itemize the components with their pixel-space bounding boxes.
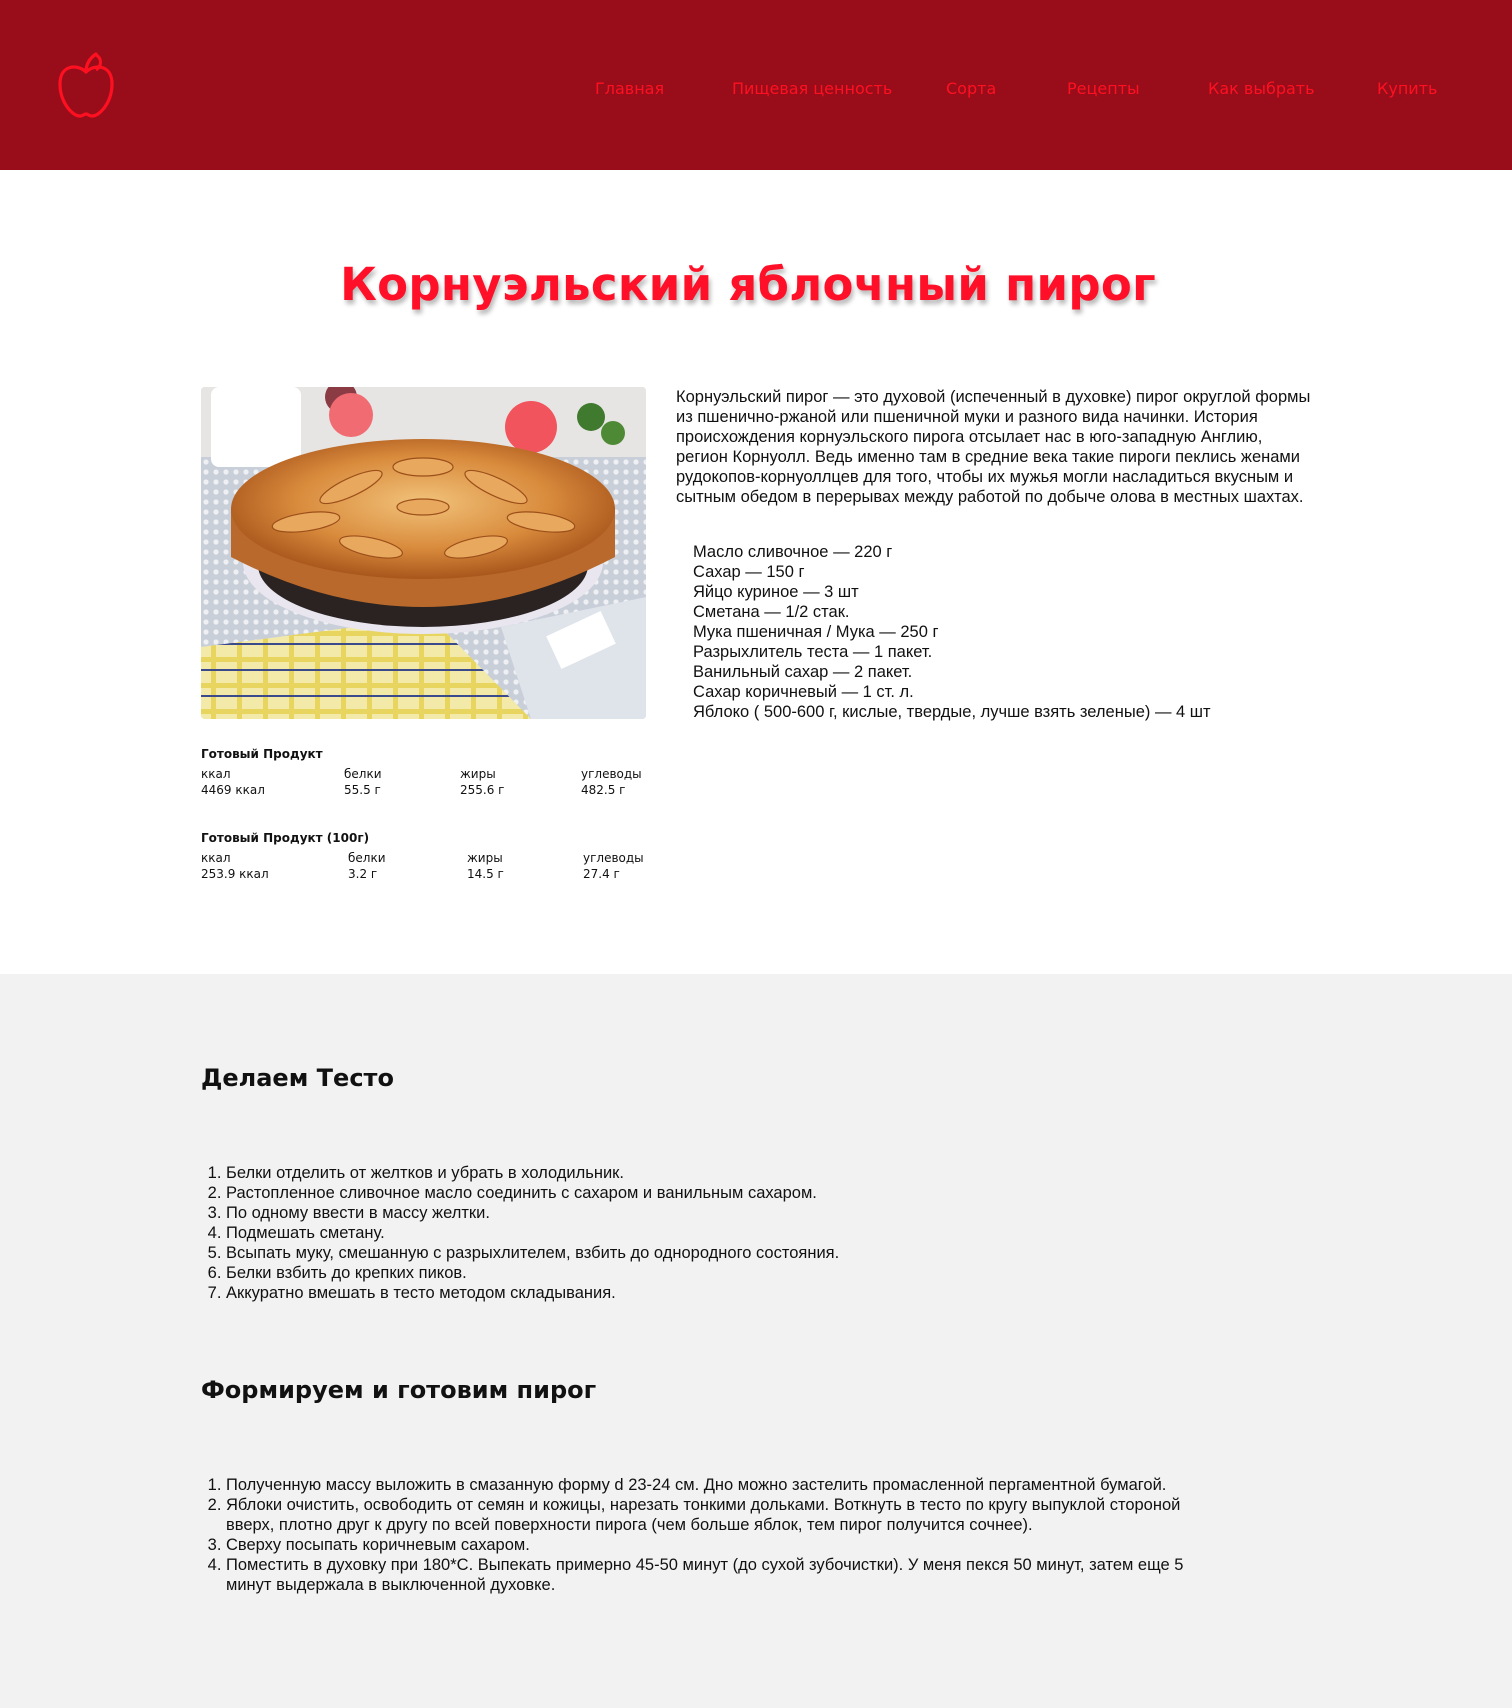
fat-value: 14.5 г	[467, 867, 504, 881]
protein-label: белки	[348, 851, 386, 865]
kcal-label: ккал	[201, 851, 231, 865]
dough-step: 1. Белки отделить от желтков и убрать в холодильник.	[226, 1163, 1226, 1183]
kcal-value: 253.9 ккал	[201, 867, 269, 881]
fat-label: жиры	[460, 767, 496, 781]
carbs-value: 27.4 г	[583, 867, 620, 881]
carbs-label: углеводы	[581, 767, 642, 781]
nutrition-per100-headers	[201, 850, 661, 866]
carbs-value: 482.5 г	[581, 783, 626, 797]
nutrition-per100	[201, 830, 661, 882]
recipe-section	[0, 170, 1512, 974]
baking-step: 3. Сверху посыпать коричневым сахаром.	[226, 1535, 1226, 1555]
baking-steps-list	[226, 1475, 1226, 1595]
nutrition-total	[201, 746, 661, 798]
baking-step: 4. Поместить в духовку при 180*С. Выпекать примерно 45-50 минут (до сухой зубочистки). У меня пекся 50 минут, затем еще 5 минут выдержала в выключенной духовке.	[226, 1555, 1226, 1595]
ingredient-item: Разрыхлитель теста — 1 пакет.	[693, 643, 933, 661]
ingredient-item: Сметана — 1/2 стак.	[693, 603, 850, 621]
nav-link-buy[interactable]: Купить	[1377, 79, 1438, 98]
ingredient-item: Мука пшеничная / Мука — 250 г	[693, 623, 939, 641]
nav-link-varieties[interactable]: Сорта	[946, 79, 997, 98]
dough-steps-list	[226, 1163, 1226, 1303]
site-header	[0, 0, 1512, 170]
fat-value: 255.6 г	[460, 783, 505, 797]
ingredient-item: Ванильный сахар — 2 пакет.	[693, 663, 913, 681]
main-nav	[0, 78, 1512, 100]
apple-pie-photo	[201, 387, 646, 719]
fat-label: жиры	[467, 851, 503, 865]
ingredient-item: Яйцо куриное — 3 шт	[693, 583, 859, 601]
nav-link-home[interactable]: Главная	[595, 79, 665, 98]
dough-step: 2. Растопленное сливочное масло соединить с сахаром и ванильным сахаром.	[226, 1183, 1226, 1203]
baking-step: 1. Полученную массу выложить в смазанную форму d 23-24 см. Дно можно застелить промасленной пергаментной бумагой.	[226, 1475, 1226, 1495]
steps-section	[0, 974, 1512, 1708]
ingredients-list	[693, 542, 1313, 722]
nutrition-per100-values	[201, 866, 661, 882]
ingredient-item: Сахар коричневый — 1 ст. л.	[693, 683, 914, 701]
protein-value: 3.2 г	[348, 867, 378, 881]
ingredient-item: Яблоко ( 500-600 г, кислые, твердые, лучше взять зеленые) — 4 шт	[693, 703, 1211, 721]
nutrition-total-headers	[201, 766, 661, 782]
protein-label: белки	[344, 767, 382, 781]
baking-section-title: Формируем и готовим пирог	[201, 1376, 597, 1404]
protein-value: 55.5 г	[344, 783, 381, 797]
dough-section-title: Делаем Тесто	[201, 1064, 394, 1092]
dough-step: 7. Аккуратно вмешать в тесто методом складывания.	[226, 1283, 1226, 1303]
page-title: Корнуэльский яблочный пирог	[340, 258, 1156, 311]
kcal-label: ккал	[201, 767, 231, 781]
nutrition-total-title: Готовый Продукт	[201, 747, 323, 761]
ingredient-item: Масло сливочное — 220 г	[693, 543, 893, 561]
dough-step: 3. По одному ввести в массу желтки.	[226, 1203, 1226, 1223]
nutrition-per100-title: Готовый Продукт (100г)	[201, 831, 370, 845]
carbs-label: углеводы	[583, 851, 644, 865]
nutrition-total-values	[201, 782, 661, 798]
dough-step: 5. Всыпать муку, смешанную с разрыхлителем, взбить до однородного состояния.	[226, 1243, 1226, 1263]
nav-link-how-to-choose[interactable]: Как выбрать	[1208, 79, 1315, 98]
dough-step: 4. Подмешать сметану.	[226, 1223, 1226, 1243]
nav-link-recipes[interactable]: Рецепты	[1067, 79, 1140, 98]
nav-link-nutrition[interactable]: Пищевая ценность	[732, 79, 893, 98]
kcal-value: 4469 ккал	[201, 783, 265, 797]
recipe-description: Корнуэльский пирог — это духовой (испеченный в духовке) пирог округлой формы из пшенично-ржаной или пшеничной муки и разного вида начинки. История происхождения корнуэльского пирога отсылает нас в юго-западную Англию, регион Корнуолл. Ведь именно там в средние века такие пироги пеклись женами рудокопов-корнуоллцев для того, чтобы их мужья могли насладиться вкусным и сытным обедом в перерывах между работой по добыче олова в местных шахтах.	[676, 388, 1311, 506]
ingredient-item: Сахар — 150 г	[693, 563, 805, 581]
baking-step: 2. Яблоки очистить, освободить от семян и кожицы, нарезать тонкими дольками. Воткнуть в тесто по кругу выпуклой стороной вверх, плотно друг к другу по всей поверхности пирога (чем больше яблок, тем пирог получится сочнее).	[226, 1495, 1226, 1535]
dough-step: 6. Белки взбить до крепких пиков.	[226, 1263, 1226, 1283]
